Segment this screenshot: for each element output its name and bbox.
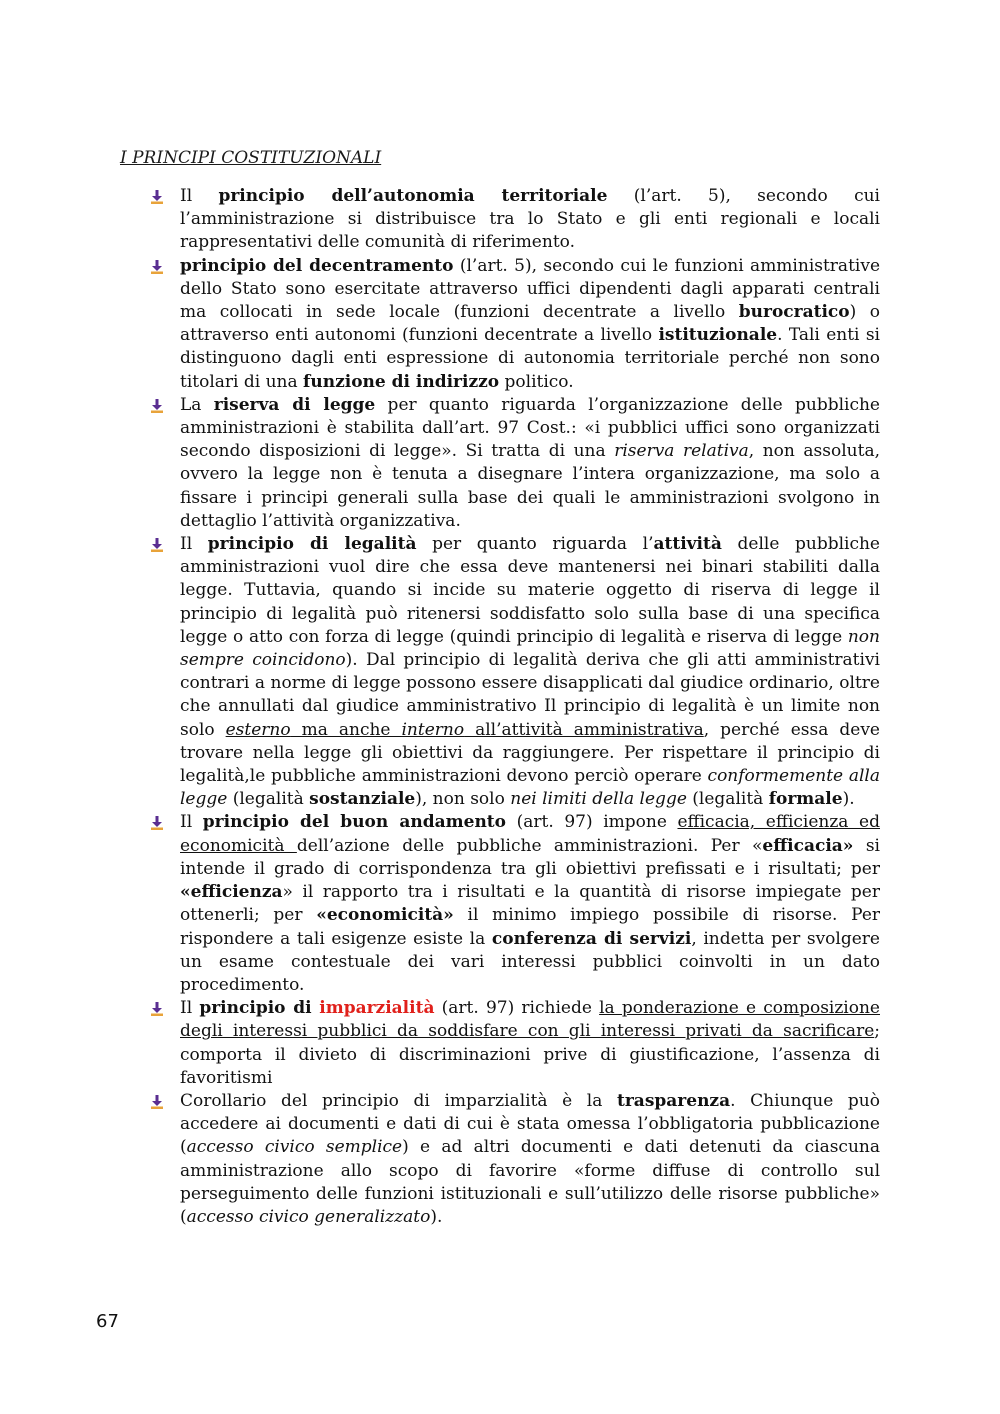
text-run: (l’art. 5), secondo cui l’amministrazione si distribuisce tra lo Stato e gli enti regionali e locali rappresentativi delle comunità di riferimento. [180, 186, 880, 253]
text-run: . Tali enti si distinguono dagli enti espressione di autonomia territoriale perché non sono titolari di una [180, 325, 880, 392]
text-run: (legalità [686, 789, 769, 810]
text-run: , non assoluta, ovvero la legge non è tenuta a disegnare l’intera organizzazione, ma solo a fissare i principi generali sulla base dei quali le amministrazioni svolgono in dettaglio l’attività organizzativa. [180, 441, 880, 531]
text-run: accesso civico generalizzato [186, 1206, 431, 1227]
text-run: conformemente alla legge [180, 766, 880, 810]
section-title: I PRINCIPI COSTITUZIONALI [120, 148, 382, 168]
text-run: , perché essa deve trovare nella legge gli obiettivi da raggiungere. Per rispettare il principio di legalità,le pubbliche amministrazioni devono perciò operare [180, 719, 880, 787]
text-run: ; comporta il divieto di discriminazioni prive di giustificazione, l’assenza di favoritismi [180, 1021, 880, 1088]
text-run: principio del decentramento [180, 255, 454, 276]
arrow-down-bullet-icon [150, 1002, 164, 1016]
text-run: accesso civico semplice [186, 1137, 403, 1158]
text-run: si intende il grado di corrispondenza tra gli obiettivi prefissati e i risultati; per [180, 835, 880, 879]
text-run: principio di [199, 998, 320, 1019]
text-run: funzione di indirizzo [303, 371, 500, 392]
text-run: Corollario del principio di imparzialità è la [180, 1090, 617, 1111]
text-run: efficacia» [762, 835, 854, 856]
term-autonomia: principio dell’autonomia territoriale [218, 186, 608, 206]
text-run: ) e ad altri documenti e dati detenuti da ciascuna amministrazione allo scopo di favorire «forme diffuse di controllo sul perseguimento delle funzioni istituzionali e sull’utilizzo delle risorse pubbliche» ( [180, 1137, 880, 1227]
text-run: ). [842, 789, 855, 810]
text-run: ), non solo [415, 789, 511, 810]
term-imparzialita: imparzialità [319, 998, 435, 1019]
text-run: nei limiti della legge [510, 789, 687, 810]
text-run: ) o attraverso enti autonomi (funzioni decentrate a livello [180, 302, 880, 346]
text-run: esterno [225, 719, 291, 740]
list-item-decentramento [150, 255, 880, 394]
arrow-down-bullet-icon [150, 816, 164, 830]
page-number: 67 [96, 1311, 119, 1332]
arrow-down-bullet-icon [150, 260, 164, 274]
list-item-riserva [150, 394, 880, 533]
text-run: Il [180, 534, 208, 555]
list-item-imparzialita [150, 997, 880, 1090]
text-run: formale [768, 789, 843, 810]
text-run: la ponderazione e composizione degli interessi pubblici da soddisfare con gli interessi privati da sacrificare [180, 998, 880, 1042]
text-run: politico. [499, 371, 574, 392]
text-run: riserva di legge [213, 394, 376, 415]
text-run: Il [180, 186, 219, 206]
arrow-down-bullet-icon [150, 538, 164, 552]
text-run: riserva relativa [614, 441, 749, 462]
text-run: attività [653, 534, 722, 555]
arrow-down-bullet-icon [150, 190, 164, 204]
text-run: per quanto riguarda l’ [416, 534, 654, 555]
text-run: (art. 97) impone [506, 812, 678, 833]
text-run: conferenza di servizi [491, 928, 692, 949]
text-run: delle pubbliche amministrazioni vuol dire che essa deve mantenersi nei binari stabiliti dalla legge. Tuttavia, quando si incide su materie oggetto di riserva di legge il principio di legalità può ritenersi soddisfatto solo sulla base di una specifica legge o atto con forza di legge (quindi principio di legalità e riserva di legge [180, 534, 880, 647]
text-run: sostanziale [309, 789, 416, 810]
text-run: (l’art. 5), secondo cui le funzioni amministrative dello Stato sono esercitate attraverso uffici dipendenti dagli apparati centrali ma collocati in sede locale (funzioni decentrate a livello [180, 255, 881, 323]
text-run: principio di legalità [207, 534, 417, 555]
text-run: «economicità» [316, 905, 454, 926]
text-run: burocratico [738, 302, 850, 323]
text-run: per quanto riguarda l’organizzazione delle pubbliche amministrazioni è stabilita dall’art. 97 Cost.: «i pubblici uffici sono organizzati secondo disposizioni di legge». Si tratta di una [180, 394, 880, 462]
text-run: efficacia, efficienza ed economicità [180, 812, 880, 856]
arrow-down-bullet-icon [150, 399, 164, 413]
text-run: istituzionale [658, 325, 778, 346]
text-run: «efficienza [180, 882, 283, 903]
text-run: , indetta per svolgere un esame contestuale dei vari interessi pubblici coinvolti in un dato procedimento. [180, 928, 880, 995]
text-run: all’attività amministrativa [464, 719, 704, 740]
text-run: Il [180, 998, 200, 1019]
text-run: trasparenza [617, 1090, 731, 1111]
text-run: dell’azione delle pubbliche amministrazioni. Per « [296, 835, 763, 856]
text-run: interno [401, 719, 465, 740]
text-run: ). [430, 1206, 443, 1227]
underlined-text [226, 720, 704, 740]
text-run: (legalità [227, 789, 310, 810]
text-run: ). Dal principio di legalità deriva che gli atti amministrativi contrari a norme di legge possono essere disapplicati dal giudice ordinario, oltre che annullati dal giudice amministrativo Il principio di legalità è un limite non solo [180, 650, 880, 740]
text-run: » il rapporto tra i risultati e la quantità di risorse impiegate per ottenerli; per [180, 882, 880, 926]
text-run: ma anche [290, 719, 402, 740]
text-run: principio del buon andamento [202, 812, 506, 833]
list-item-autonomia [150, 185, 880, 255]
list-item-trasparenza [150, 1090, 880, 1229]
text-run: Il [180, 812, 203, 833]
text-run: il minimo impiego possibile di risorse. Per rispondere a tali esigenze esiste la [180, 905, 880, 949]
text-run: . Chiunque può accedere ai documenti e dati di cui è stata omessa l’obbligatoria pubblicazione ( [180, 1090, 880, 1158]
text-run: La [180, 394, 214, 415]
text-run: non sempre coincidono [180, 626, 880, 671]
text-run: (art. 97) richiede [434, 998, 600, 1019]
list-item-buon-andamento [150, 811, 880, 997]
arrow-down-bullet-icon [150, 1095, 164, 1109]
list-item-legalita [150, 533, 880, 811]
principles-list [150, 185, 880, 1229]
